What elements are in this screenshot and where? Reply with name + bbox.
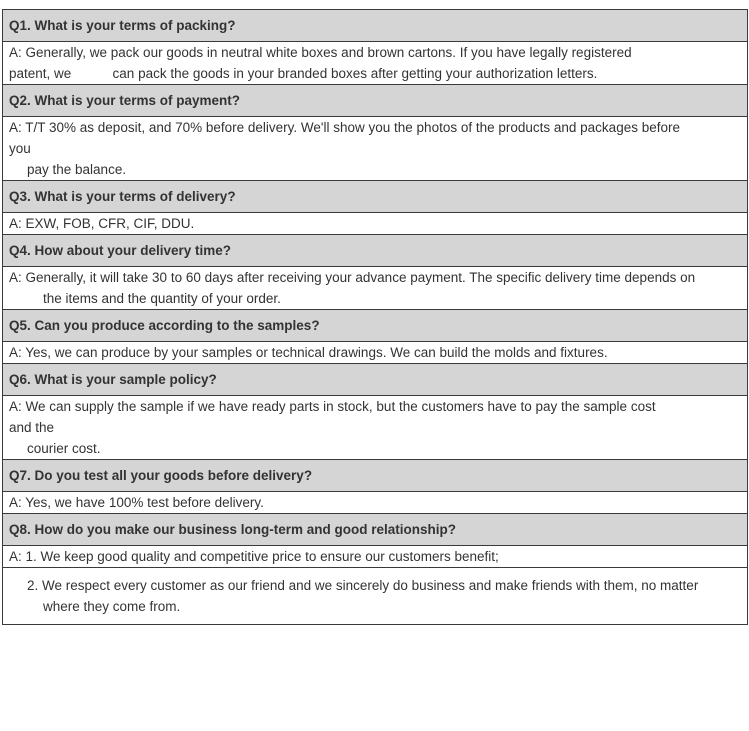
answer-8 bbox=[3, 546, 748, 568]
question-6: Q6. What is your sample policy? bbox=[3, 364, 748, 396]
answer-line: A: We can supply the sample if we have ready parts in stock, but the customers have to pay the sample cost bbox=[9, 399, 656, 414]
answer-row bbox=[3, 342, 748, 364]
answer-row bbox=[3, 546, 748, 568]
answer-8-continued bbox=[3, 568, 748, 625]
answer-row bbox=[3, 396, 748, 460]
question-row bbox=[3, 235, 748, 267]
answer-7 bbox=[3, 492, 748, 514]
answer-line: A: 1. We keep good quality and competitive price to ensure our customers benefit; bbox=[9, 549, 499, 564]
answer-line: A: Yes, we have 100% test before delivery. bbox=[9, 495, 264, 510]
answer-line: pay the balance. bbox=[27, 162, 127, 177]
answer-2 bbox=[3, 117, 748, 181]
answer-line: A: EXW, FOB, CFR, CIF, DDU. bbox=[9, 216, 195, 231]
answer-line: A: Generally, it will take 30 to 60 days after receiving your advance payment. The specific delivery time depends on bbox=[9, 270, 696, 285]
answer-line: where they come from. bbox=[43, 599, 181, 614]
question-row bbox=[3, 310, 748, 342]
answer-line: A: Yes, we can produce by your samples or technical drawings. We can build the molds and fixtures. bbox=[9, 345, 608, 360]
answer-row bbox=[3, 492, 748, 514]
answer-line: the items and the quantity of your order. bbox=[43, 291, 281, 306]
answer-row bbox=[3, 568, 748, 625]
question-4: Q4. How about your delivery time? bbox=[3, 235, 748, 267]
answer-line: and the bbox=[9, 420, 55, 435]
answer-1 bbox=[3, 42, 748, 85]
faq-table bbox=[2, 9, 748, 625]
question-row bbox=[3, 514, 748, 546]
answer-line: you bbox=[9, 141, 31, 156]
answer-5 bbox=[3, 342, 748, 364]
answer-row bbox=[3, 213, 748, 235]
question-row bbox=[3, 460, 748, 492]
answer-row bbox=[3, 267, 748, 310]
answer-line: courier cost. bbox=[27, 441, 101, 456]
question-row bbox=[3, 364, 748, 396]
question-row bbox=[3, 10, 748, 42]
question-1: Q1. What is your terms of packing? bbox=[3, 10, 748, 42]
question-8: Q8. How do you make our business long-term and good relationship? bbox=[3, 514, 748, 546]
answer-3 bbox=[3, 213, 748, 235]
answer-6 bbox=[3, 396, 748, 460]
question-5: Q5. Can you produce according to the samples? bbox=[3, 310, 748, 342]
question-row bbox=[3, 181, 748, 213]
question-3: Q3. What is your terms of delivery? bbox=[3, 181, 748, 213]
answer-row bbox=[3, 42, 748, 85]
answer-line: 2. We respect every customer as our friend and we sincerely do business and make friends with them, no matter bbox=[27, 578, 699, 593]
answer-row bbox=[3, 117, 748, 181]
question-7: Q7. Do you test all your goods before delivery? bbox=[3, 460, 748, 492]
question-row bbox=[3, 85, 748, 117]
answer-line: A: Generally, we pack our goods in neutral white boxes and brown cartons. If you have legally registered bbox=[9, 45, 632, 60]
question-2: Q2. What is your terms of payment? bbox=[3, 85, 748, 117]
answer-line: patent, we can pack the goods in your branded boxes after getting your authorization letters. bbox=[9, 66, 598, 81]
answer-line: A: T/T 30% as deposit, and 70% before delivery. We'll show you the photos of the products and packages before bbox=[9, 120, 680, 135]
answer-4 bbox=[3, 267, 748, 310]
